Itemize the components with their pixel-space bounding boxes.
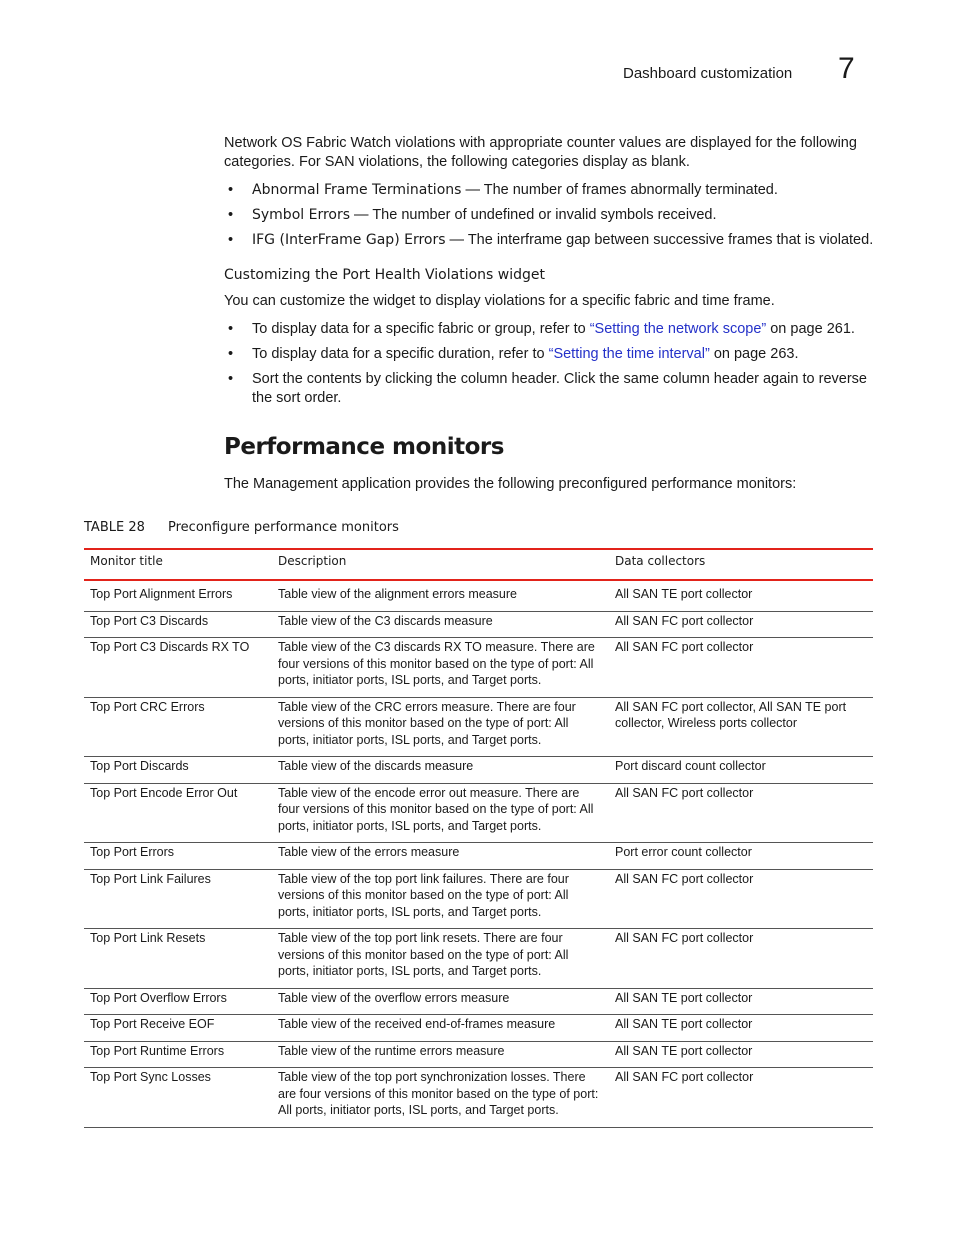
- bullet-term: Symbol Errors: [252, 207, 351, 223]
- cell-description: Table view of the alignment errors measure: [272, 580, 609, 611]
- bullet-text: on page 263.: [709, 346, 799, 362]
- cell-data-collectors: All SAN TE port collector: [609, 988, 873, 1015]
- table-row: [84, 757, 873, 784]
- table-row: [84, 929, 873, 989]
- table-row: [84, 1068, 873, 1128]
- violation-bullet: [224, 231, 874, 250]
- table-row: [84, 638, 873, 698]
- cell-description: Table view of the top port link resets. There are four versions of this monitor based on the type of port: All ports, initiator ports, ISL ports, and Target ports.: [272, 929, 609, 989]
- bullet-term: IFG (InterFrame Gap) Errors: [252, 232, 446, 248]
- cell-monitor-title: Top Port CRC Errors: [84, 697, 272, 757]
- table-row: [84, 611, 873, 638]
- cell-monitor-title: Top Port Link Resets: [84, 929, 272, 989]
- table-row: [84, 1015, 873, 1042]
- cell-data-collectors: All SAN FC port collector: [609, 929, 873, 989]
- table-row: [84, 580, 873, 611]
- bullet-desc: — The number of undefined or invalid symbols received.: [350, 207, 717, 223]
- cell-description: Table view of the top port link failures. There are four versions of this monitor based on the type of port: All ports, initiator ports, ISL ports, and Target ports.: [272, 869, 609, 929]
- table-row: [84, 843, 873, 870]
- table-row: [84, 697, 873, 757]
- time-interval-link[interactable]: “Setting the time interval”: [548, 346, 710, 362]
- table-number: TABLE 28: [84, 520, 145, 535]
- table-row: [84, 988, 873, 1015]
- table-row: [84, 783, 873, 843]
- table-header-row: [84, 549, 873, 580]
- cell-data-collectors: All SAN FC port collector: [609, 869, 873, 929]
- cell-data-collectors: All SAN FC port collector: [609, 638, 873, 698]
- cell-data-collectors: Port discard count collector: [609, 757, 873, 784]
- cell-data-collectors: All SAN TE port collector: [609, 580, 873, 611]
- cell-description: Table view of the discards measure: [272, 757, 609, 784]
- section-heading: Performance monitors: [224, 434, 504, 460]
- cell-data-collectors: All SAN TE port collector: [609, 1015, 873, 1042]
- column-header-description: Description: [272, 549, 609, 580]
- cell-data-collectors: All SAN FC port collector: [609, 1068, 873, 1128]
- bullet-text: Sort the contents by clicking the column header. Click the same column header again to reverse the sort order.: [252, 371, 867, 406]
- table-row: [84, 1041, 873, 1068]
- bullet-term: Abnormal Frame Terminations: [252, 182, 462, 198]
- cell-description: Table view of the C3 discards measure: [272, 611, 609, 638]
- bullet-desc: — The number of frames abnormally terminated.: [461, 182, 778, 198]
- cell-monitor-title: Top Port Receive EOF: [84, 1015, 272, 1042]
- cell-monitor-title: Top Port Sync Losses: [84, 1068, 272, 1128]
- cell-monitor-title: Top Port Link Failures: [84, 869, 272, 929]
- cell-description: Table view of the errors measure: [272, 843, 609, 870]
- section-paragraph: The Management application provides the following preconfigured performance monitors:: [224, 476, 797, 492]
- customize-bullet: [224, 320, 874, 339]
- intro-paragraph: Network OS Fabric Watch violations with appropriate counter values are displayed for the following categories. For SAN violations, the following categories display as blank.: [224, 135, 857, 170]
- cell-data-collectors: Port error count collector: [609, 843, 873, 870]
- body-content: [224, 134, 874, 494]
- cell-data-collectors: All SAN TE port collector: [609, 1041, 873, 1068]
- cell-data-collectors: All SAN FC port collector, All SAN TE port collector, Wireless ports collector: [609, 697, 873, 757]
- cell-monitor-title: Top Port C3 Discards: [84, 611, 272, 638]
- cell-description: Table view of the encode error out measure. There are four versions of this monitor based on the type of port: All ports, initiator ports, ISL ports, and Target ports.: [272, 783, 609, 843]
- cell-description: Table view of the received end-of-frames measure: [272, 1015, 609, 1042]
- bullet-text: To display data for a specific duration, refer to: [252, 346, 549, 362]
- performance-monitors-table: [84, 548, 873, 1128]
- bullet-text: on page 261.: [766, 321, 855, 337]
- cell-description: Table view of the C3 discards RX TO measure. There are four versions of this monitor based on the type of port: All ports, initiator ports, ISL ports, and Target ports.: [272, 638, 609, 698]
- violation-bullet: [224, 206, 874, 225]
- running-header-title: Dashboard customization: [623, 65, 793, 82]
- cell-monitor-title: Top Port Encode Error Out: [84, 783, 272, 843]
- cell-description: Table view of the CRC errors measure. There are four versions of this monitor based on the type of port: All ports, initiator ports, ISL ports, and Target ports.: [272, 697, 609, 757]
- cell-monitor-title: Top Port Errors: [84, 843, 272, 870]
- column-header-monitor-title: Monitor title: [84, 549, 272, 580]
- customize-bullet: [224, 345, 874, 364]
- network-scope-link[interactable]: “Setting the network scope”: [589, 321, 767, 337]
- table-row: [84, 869, 873, 929]
- cell-monitor-title: Top Port Discards: [84, 757, 272, 784]
- cell-monitor-title: Top Port Alignment Errors: [84, 580, 272, 611]
- violation-bullet: [224, 181, 874, 200]
- bullet-text: To display data for a specific fabric or group, refer to: [252, 321, 590, 337]
- cell-data-collectors: All SAN FC port collector: [609, 611, 873, 638]
- chapter-number: 7: [838, 52, 855, 85]
- cell-monitor-title: Top Port Runtime Errors: [84, 1041, 272, 1068]
- cell-description: Table view of the overflow errors measure: [272, 988, 609, 1015]
- cell-monitor-title: Top Port Overflow Errors: [84, 988, 272, 1015]
- cell-data-collectors: All SAN FC port collector: [609, 783, 873, 843]
- cell-description: Table view of the top port synchronization losses. There are four versions of this monitor based on the type of port: All ports, initiator ports, ISL ports, and Target ports.: [272, 1068, 609, 1128]
- subheading: Customizing the Port Health Violations widget: [224, 267, 545, 283]
- violation-list: [224, 181, 874, 250]
- customize-list: [224, 320, 874, 408]
- cell-description: Table view of the runtime errors measure: [272, 1041, 609, 1068]
- cell-monitor-title: Top Port C3 Discards RX TO: [84, 638, 272, 698]
- column-header-data-collectors: Data collectors: [609, 549, 873, 580]
- customize-paragraph: You can customize the widget to display violations for a specific fabric and time frame.: [224, 293, 775, 309]
- table-title: Preconfigure performance monitors: [168, 520, 399, 535]
- bullet-desc: — The interframe gap between successive frames that is violated.: [445, 232, 874, 248]
- table-caption: [84, 520, 399, 535]
- table-body: [84, 580, 873, 1127]
- customize-bullet: [224, 370, 874, 408]
